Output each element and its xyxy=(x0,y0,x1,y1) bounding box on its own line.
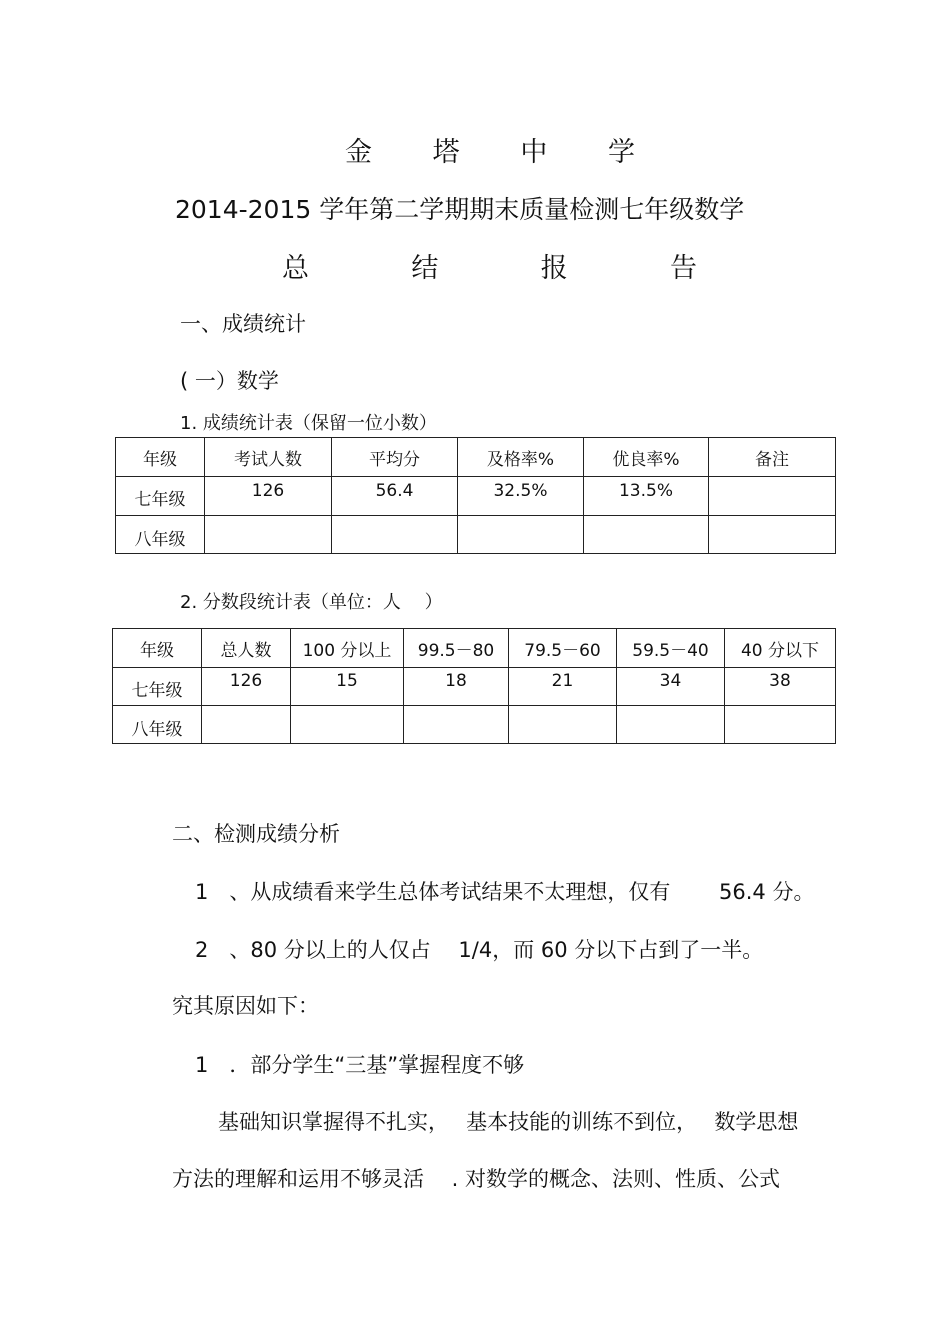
table-cell-text: 15 xyxy=(336,671,358,691)
table-cell-text: 126 xyxy=(251,481,285,501)
table-header-text: 40 分以下 xyxy=(740,641,820,661)
section2-heading: 二、检测成绩分析 xyxy=(172,822,340,846)
table-cell-text: 七年级 xyxy=(134,490,186,510)
table-cell xyxy=(332,516,458,554)
table-cell xyxy=(404,706,509,744)
summary-report-title xyxy=(282,246,697,285)
table-cell xyxy=(584,477,709,516)
table-cell-text: 18 xyxy=(445,671,467,691)
table-cell xyxy=(404,668,509,706)
table-cell xyxy=(205,516,332,554)
table-cell-text: 八年级 xyxy=(131,720,183,740)
table-header-text: 100 分以上 xyxy=(302,641,392,661)
table-header-text: 79.5－60 xyxy=(524,641,601,661)
table-cell xyxy=(332,477,458,516)
table-cell xyxy=(116,477,205,516)
table1-caption: 1. 成绩统计表（保留一位小数） xyxy=(180,413,437,434)
summary-title-char: 报 xyxy=(540,253,568,284)
table-cell xyxy=(584,516,709,554)
table-header-row xyxy=(116,438,836,477)
paragraph-line: 方法的理解和运用不够灵活 . 对数学的概念、法则、性质、公式 xyxy=(172,1167,781,1191)
table-cell xyxy=(509,668,617,706)
school-title-char: 中 xyxy=(520,137,548,168)
table-header-cell: 考试人数 xyxy=(205,438,332,477)
section1-heading: 一、成绩统计 xyxy=(180,312,306,336)
table-cell xyxy=(709,516,836,554)
table-row xyxy=(113,668,836,706)
table-header-text: 99.5－80 xyxy=(417,641,495,661)
table-cell xyxy=(617,668,725,706)
table-cell-text: 七年级 xyxy=(131,681,183,701)
table-cell-text: 56.4 xyxy=(375,481,414,501)
table-cell xyxy=(116,516,205,554)
school-title-char: 塔 xyxy=(432,137,460,168)
table-cell xyxy=(113,706,202,744)
table-cell xyxy=(617,706,725,744)
reason-1-heading: 1 ．部分学生“三基”掌握程度不够 xyxy=(195,1053,525,1077)
table-cell-text: 34 xyxy=(659,671,682,691)
table-cell xyxy=(509,706,617,744)
table-header-cell: 备注 xyxy=(709,438,836,477)
table-header-cell xyxy=(113,629,202,668)
school-title-char: 学 xyxy=(607,137,635,168)
table-cell xyxy=(725,668,836,706)
table-cell xyxy=(458,516,584,554)
table-cell xyxy=(291,706,404,744)
table-header-text: 59.5－40 xyxy=(632,641,709,661)
school-title xyxy=(345,130,635,169)
table-cell xyxy=(113,668,202,706)
table-cell-text: 21 xyxy=(551,671,574,691)
table-header-cell: 及格率% xyxy=(458,438,584,477)
table-header-cell xyxy=(202,629,291,668)
table-cell xyxy=(725,706,836,744)
table-cell xyxy=(709,477,836,516)
reason-intro: 究其原因如下： xyxy=(172,994,319,1018)
table-header-cell: 年级 xyxy=(116,438,205,477)
table-header-row xyxy=(113,629,836,668)
score-stats-table xyxy=(115,437,836,554)
table-cell-text: 32.5% xyxy=(493,481,548,501)
section1-subheading: ( 一）数学 xyxy=(180,369,279,393)
summary-title-char: 告 xyxy=(669,253,697,284)
table-header-cell: 优良率% xyxy=(584,438,709,477)
table-cell-text: 126 xyxy=(229,671,263,691)
table-header-cell xyxy=(617,629,725,668)
table-header-cell xyxy=(404,629,509,668)
school-title-char: 金 xyxy=(345,137,372,168)
table-row xyxy=(116,516,836,554)
summary-title-char: 总 xyxy=(282,253,309,284)
score-range-table xyxy=(112,628,836,744)
table-header-cell xyxy=(725,629,836,668)
table-header-text: 总人数 xyxy=(220,641,272,661)
table-header-text: 年级 xyxy=(140,641,174,661)
table-cell xyxy=(202,706,291,744)
table-cell xyxy=(202,668,291,706)
analysis-point-1: 1 、从成绩看来学生总体考试结果不太理想，仅有 56.4 分。 xyxy=(195,880,815,904)
table-cell xyxy=(205,477,332,516)
table-header-cell xyxy=(291,629,404,668)
table2-caption: 2. 分数段统计表（单位：人 ） xyxy=(180,592,443,613)
table-cell-text: 38 xyxy=(769,671,791,691)
paragraph-line: 基础知识掌握得不扎实， 基本技能的训练不到位， 数学思想 xyxy=(218,1110,799,1134)
table-header-cell xyxy=(509,629,617,668)
table-header-cell: 平均分 xyxy=(332,438,458,477)
document-subtitle: 2014-2015 学年第二学期期末质量检测七年级数学 xyxy=(175,195,745,224)
analysis-point-2: 2 、80 分以上的人仅占 1/4，而 60 分以下占到了一半。 xyxy=(195,938,764,962)
summary-title-char: 结 xyxy=(411,253,439,284)
table-cell xyxy=(291,668,404,706)
table-row xyxy=(113,706,836,744)
table-cell-text: 13.5% xyxy=(618,481,673,501)
table-row xyxy=(116,477,836,516)
table-cell-text: 八年级 xyxy=(134,530,186,550)
table-cell xyxy=(458,477,584,516)
